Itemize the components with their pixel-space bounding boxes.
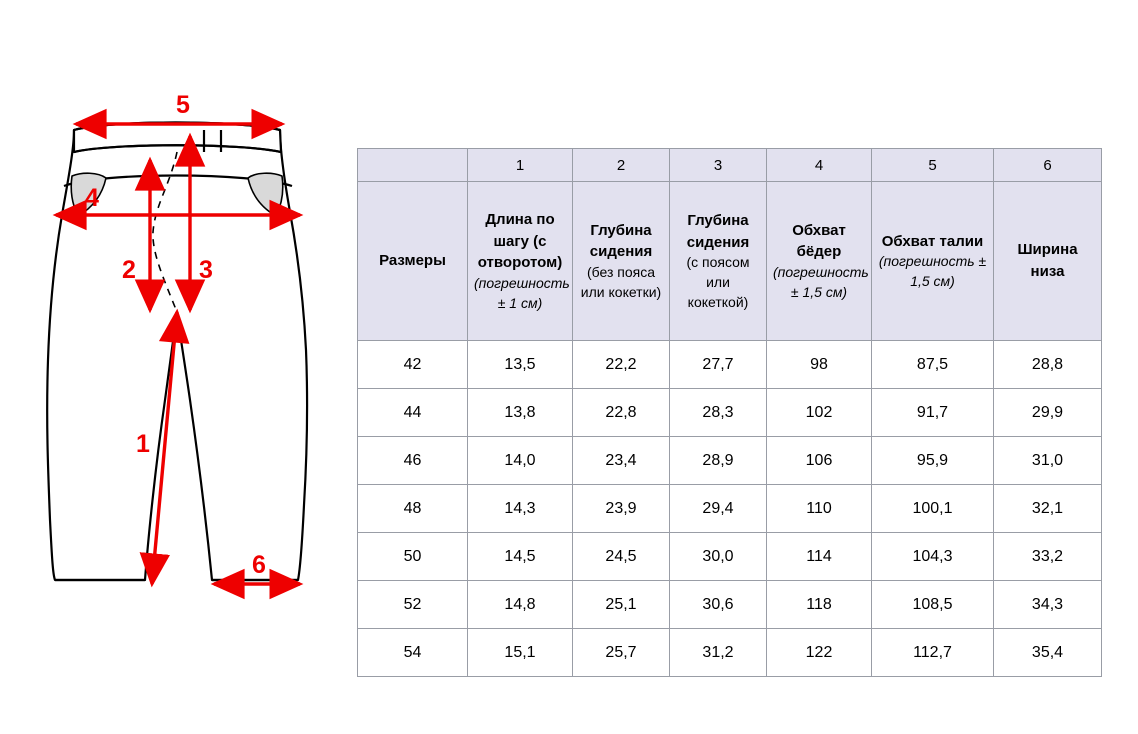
header-rise-nowaistband: [573, 182, 670, 341]
cell-waist: 91,7: [872, 389, 994, 437]
cell-waist: 87,5: [872, 341, 994, 389]
cell-rise-nowaistband: 22,8: [573, 389, 670, 437]
dim-label-5: 5: [176, 91, 190, 119]
dim-label-2: 2: [122, 256, 136, 284]
header-inseam: [468, 182, 573, 341]
size-table: [357, 148, 1102, 677]
cell-inseam: 14,5: [468, 533, 573, 581]
cell-inseam: 13,5: [468, 341, 573, 389]
header-inseam-note: (погрешность ± 1 см): [474, 275, 570, 311]
cell-leg-opening: 29,9: [994, 389, 1102, 437]
header-rise-withwaistband-note: (с поясом или кокеткой): [686, 254, 750, 310]
cell-size: 42: [358, 341, 468, 389]
cell-inseam: 15,1: [468, 629, 573, 677]
cell-rise-withwaistband: 30,0: [670, 533, 767, 581]
header-leg-opening: [994, 182, 1102, 341]
cell-inseam: 14,0: [468, 437, 573, 485]
cell-rise-withwaistband: 28,9: [670, 437, 767, 485]
header-rise-withwaistband: [670, 182, 767, 341]
cell-leg-opening: 28,8: [994, 341, 1102, 389]
cell-hips: 98: [767, 341, 872, 389]
cell-size: 52: [358, 581, 468, 629]
cell-rise-withwaistband: 28,3: [670, 389, 767, 437]
dim-label-6: 6: [252, 551, 266, 579]
header-inseam-title: Длина по шагу (с отворотом): [477, 210, 563, 272]
column-number-6: 6: [994, 149, 1102, 182]
cell-rise-withwaistband: 31,2: [670, 629, 767, 677]
size-table-wrap: [357, 148, 1101, 677]
table-row: [358, 437, 1102, 485]
cell-rise-nowaistband: 23,9: [573, 485, 670, 533]
header-waist-title: Обхват талии: [881, 232, 984, 250]
column-number-5: 5: [872, 149, 994, 182]
header-sizes: [358, 182, 468, 341]
table-row: [358, 389, 1102, 437]
cell-hips: 102: [767, 389, 872, 437]
header-leg-opening-title: Ширина низа: [1017, 241, 1078, 280]
cell-inseam: 14,3: [468, 485, 573, 533]
cell-leg-opening: 32,1: [994, 485, 1102, 533]
table-header-row: [358, 182, 1102, 341]
cell-leg-opening: 34,3: [994, 581, 1102, 629]
cell-leg-opening: 35,4: [994, 629, 1102, 677]
dim-label-4: 4: [85, 184, 99, 212]
header-rise-withwaistband-title: Глубина сидения: [686, 211, 750, 251]
header-rise-nowaistband-title: Глубина сидения: [589, 221, 653, 261]
cell-inseam: 13,8: [468, 389, 573, 437]
table-row: [358, 581, 1102, 629]
cell-hips: 114: [767, 533, 872, 581]
header-rise-nowaistband-note: (без пояса или кокетки): [580, 264, 662, 300]
column-number-3: 3: [670, 149, 767, 182]
cell-hips: 110: [767, 485, 872, 533]
table-row: [358, 341, 1102, 389]
cell-size: 46: [358, 437, 468, 485]
cell-waist: 100,1: [872, 485, 994, 533]
cell-size: 48: [358, 485, 468, 533]
cell-rise-nowaistband: 24,5: [573, 533, 670, 581]
cell-rise-withwaistband: 29,4: [670, 485, 767, 533]
table-row: [358, 485, 1102, 533]
dim-label-3: 3: [199, 256, 213, 284]
cell-hips: 122: [767, 629, 872, 677]
cell-waist: 112,7: [872, 629, 994, 677]
header-waist-note: (погрешность ± 1,5 см): [878, 253, 987, 289]
cell-rise-withwaistband: 27,7: [670, 341, 767, 389]
column-number-0: [358, 149, 468, 182]
cell-rise-nowaistband: 23,4: [573, 437, 670, 485]
column-number-1: 1: [468, 149, 573, 182]
header-waist: [872, 182, 994, 341]
cell-hips: 118: [767, 581, 872, 629]
cell-size: 44: [358, 389, 468, 437]
cell-leg-opening: 31,0: [994, 437, 1102, 485]
header-hips-title: Обхват бёдер: [792, 221, 846, 261]
cell-waist: 104,3: [872, 533, 994, 581]
cell-rise-nowaistband: 25,7: [573, 629, 670, 677]
cell-rise-nowaistband: 22,2: [573, 341, 670, 389]
cell-waist: 95,9: [872, 437, 994, 485]
cell-inseam: 14,8: [468, 581, 573, 629]
column-number-2: 2: [573, 149, 670, 182]
cell-waist: 108,5: [872, 581, 994, 629]
dim-label-1: 1: [136, 430, 150, 458]
table-column-number-row: [358, 149, 1102, 182]
cell-rise-withwaistband: 30,6: [670, 581, 767, 629]
column-number-4: 4: [767, 149, 872, 182]
cell-rise-nowaistband: 25,1: [573, 581, 670, 629]
table-row: [358, 629, 1102, 677]
cell-size: 54: [358, 629, 468, 677]
trousers-diagram: [0, 0, 350, 734]
header-sizes-title: Размеры: [379, 252, 446, 270]
header-hips-note: (погрешность ± 1,5 см): [773, 264, 869, 300]
cell-hips: 106: [767, 437, 872, 485]
table-row: [358, 533, 1102, 581]
header-hips: [767, 182, 872, 341]
cell-leg-opening: 33,2: [994, 533, 1102, 581]
cell-size: 50: [358, 533, 468, 581]
